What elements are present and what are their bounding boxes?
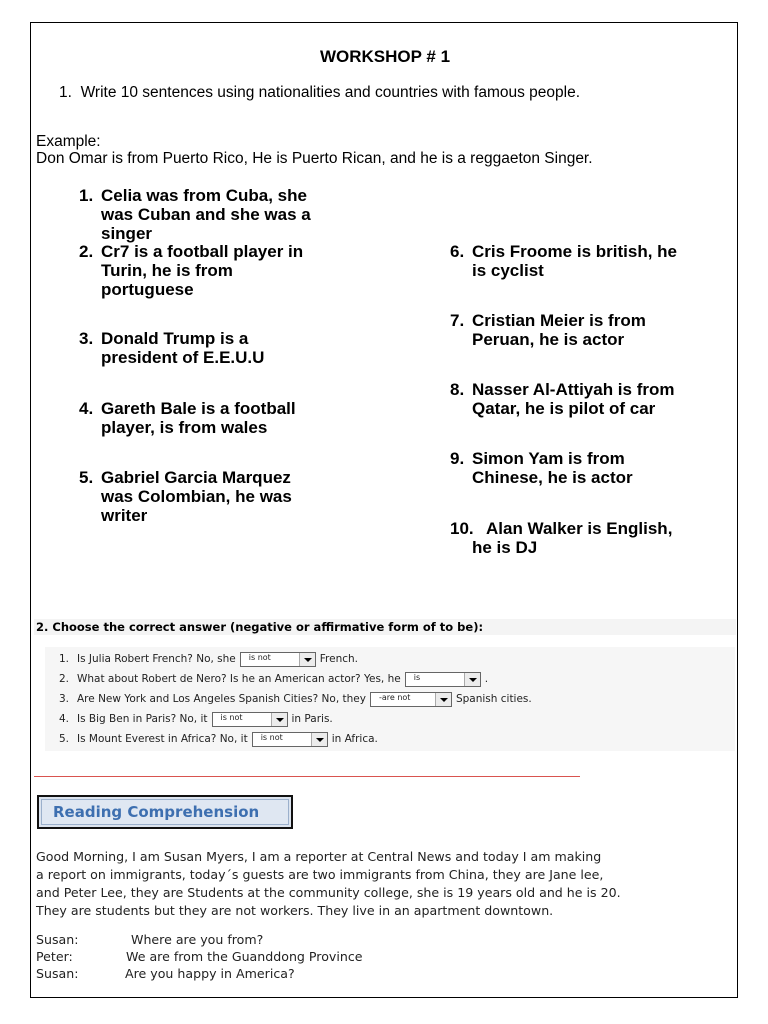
sentence-text <box>101 186 311 243</box>
sentence-number: 1. <box>79 186 94 205</box>
instruction-number: 1. <box>59 84 72 101</box>
sentence-line: was Cuban and she was a <box>101 205 311 224</box>
sentence-line: portuguese <box>101 280 194 299</box>
chevron-down-icon <box>271 713 287 726</box>
question-item <box>59 730 378 748</box>
question-item <box>59 670 488 688</box>
dialogue-text: We are from the Guanddong Province <box>126 949 363 964</box>
page-title: WORKSHOP # 1 <box>319 47 451 66</box>
question-text: What about Robert de Nero? Is he an American actor? Yes, he <box>77 673 401 685</box>
chevron-down-icon <box>299 653 315 666</box>
sentence-line: Donald Trump is a <box>101 329 249 348</box>
question-item <box>59 710 333 728</box>
sentence-line: was Colombian, he was <box>101 487 292 506</box>
section-2-list <box>45 647 735 751</box>
question-item <box>59 690 532 708</box>
question-suffix: Spanish cities. <box>455 693 532 705</box>
worksheet-page <box>30 22 738 998</box>
sentence-line: Gabriel Garcia Marquez <box>101 468 291 487</box>
sentence-line: Gareth Bale is a football <box>101 399 296 418</box>
answer-dropdown[interactable] <box>240 652 316 667</box>
reading-title: Reading Comprehension <box>53 803 260 821</box>
chevron-down-icon <box>464 673 480 686</box>
sentence-line: Qatar, he is pilot of car <box>472 399 656 418</box>
sentence-text <box>450 519 672 557</box>
sentence-line: president of E.E.U.U <box>101 348 265 367</box>
question-number: 4. <box>59 713 70 725</box>
sentence-text <box>101 468 292 525</box>
sentence-number: 7. <box>450 311 465 330</box>
dialogue-speaker: Peter: <box>36 949 73 964</box>
question-suffix: . <box>484 673 489 685</box>
sentence-line: is cyclist <box>472 261 544 280</box>
paragraph-line: Good Morning, I am Susan Myers, I am a reporter at Central News and today I am making <box>36 849 602 864</box>
sentence-number: 3. <box>79 329 94 348</box>
question-suffix: in Africa. <box>331 733 378 745</box>
answer-value: is <box>413 672 421 682</box>
question-text: Is Mount Everest in Africa? No, it <box>77 733 248 745</box>
sentence-text <box>472 242 677 280</box>
paragraph-line: a report on immigrants, today´s guests are two immigrants from China, they are Jane lee, <box>36 867 604 882</box>
question-number: 1. <box>59 653 70 665</box>
sentence-text <box>101 329 264 367</box>
sentence-line: Turin, he is from <box>101 261 233 280</box>
sentence-line: Cristian Meier is from <box>472 311 646 330</box>
answer-value: -are not <box>378 692 411 702</box>
dialogue-text: Where are you from? <box>131 932 264 947</box>
sentence-text <box>472 380 674 418</box>
sentence-line: Cr7 is a football player in <box>101 242 304 261</box>
sentence-number: 8. <box>450 380 465 399</box>
sentence-number: 10. <box>450 519 474 538</box>
question-item <box>59 650 358 668</box>
example-label: Example: <box>36 133 101 150</box>
section-2-heading: 2. Choose the correct answer (negative or affirmative form of to be): <box>34 619 736 635</box>
question-suffix: in Paris. <box>291 713 333 725</box>
reading-paragraph <box>36 848 736 920</box>
sentence-number: 6. <box>450 242 465 261</box>
answer-dropdown[interactable] <box>405 672 481 687</box>
sentence-text <box>101 399 296 437</box>
sentence-number: 4. <box>79 399 94 418</box>
chevron-down-icon <box>311 733 327 746</box>
answer-dropdown[interactable] <box>370 692 452 707</box>
dialogue-text: Are you happy in America? <box>125 966 295 981</box>
sentence-line: writer <box>101 506 148 525</box>
question-number: 2. <box>59 673 70 685</box>
answer-dropdown[interactable] <box>212 712 288 727</box>
question-text: Is Big Ben in Paris? No, it <box>77 713 208 725</box>
paragraph-line: They are students but they are not workers. They live in an apartment downtown. <box>36 903 554 918</box>
example-text: Don Omar is from Puerto Rico, He is Puerto Rican, and he is a reggaeton Singer. <box>36 150 593 167</box>
instruction-text: Write 10 sentences using nationalities and countries with famous people. <box>80 84 581 101</box>
sentence-line: Alan Walker is English, <box>486 519 673 538</box>
paragraph-line: and Peter Lee, they are Students at the community college, she is 19 years old and he is 20. <box>36 885 621 900</box>
sentence-line: Celia was from Cuba, she <box>101 186 307 205</box>
question-suffix: French. <box>319 653 359 665</box>
sentence-line: player, is from wales <box>101 418 268 437</box>
sentence-text <box>472 311 646 349</box>
sentence-line: Peruan, he is actor <box>472 330 625 349</box>
sentence-line: Nasser Al-Attiyah is from <box>472 380 675 399</box>
question-number: 3. <box>59 693 70 705</box>
sentence-line: he is DJ <box>472 538 538 557</box>
answer-value: is not <box>220 712 243 722</box>
reading-heading-box <box>37 795 293 829</box>
sentence-line: Chinese, he is actor <box>472 468 633 487</box>
dialogue-speaker: Susan: <box>36 932 79 947</box>
sentence-text <box>472 449 633 487</box>
sentence-line: singer <box>101 224 153 243</box>
section-divider <box>34 776 580 777</box>
sentence-line: Simon Yam is from <box>472 449 625 468</box>
question-text: Is Julia Robert French? No, she <box>77 653 236 665</box>
sentence-number: 2. <box>79 242 94 261</box>
sentence-line: Cris Froome is british, he <box>472 242 677 261</box>
answer-dropdown[interactable] <box>252 732 328 747</box>
chevron-down-icon <box>435 693 451 706</box>
sentence-number: 9. <box>450 449 465 468</box>
question-number: 5. <box>59 733 70 745</box>
sentence-number: 5. <box>79 468 94 487</box>
dialogue-speaker: Susan: <box>36 966 79 981</box>
sentence-text <box>101 242 303 299</box>
instruction-1 <box>59 84 580 102</box>
answer-value: is not <box>260 732 283 742</box>
question-text: Are New York and Los Angeles Spanish Cities? No, they <box>77 693 366 705</box>
answer-value: is not <box>248 652 271 662</box>
